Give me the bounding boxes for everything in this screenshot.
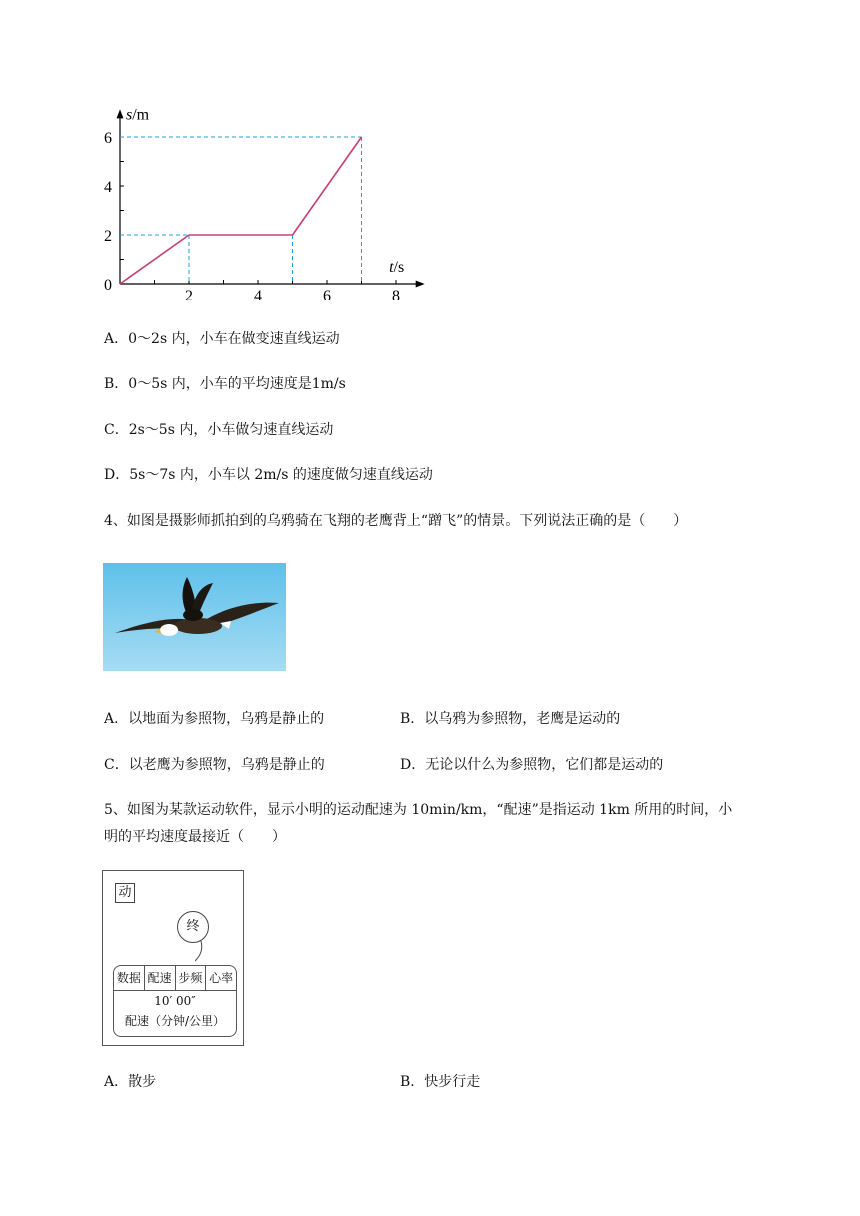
option-text: 散步 [128, 1074, 157, 1090]
end-marker: 终 [177, 911, 209, 943]
q5-stem-line-2: 明的平均速度最接近（ ） [104, 829, 286, 845]
option-letter: C． [104, 757, 129, 773]
y-axis-arrow-icon [117, 109, 124, 118]
option-letter: A． [104, 711, 129, 727]
q5-option-b [400, 1072, 480, 1092]
option-letter: D． [400, 757, 426, 773]
app-logo: 动 [115, 883, 135, 903]
option-letter: B． [104, 376, 129, 392]
option-text: 以老鹰为参照物，乌鸦是静止的 [128, 757, 325, 773]
q3-option-d [104, 465, 433, 485]
option-text: 以地面为参照物，乌鸦是静止的 [128, 711, 325, 727]
x-tick-label: 8 [392, 288, 400, 300]
option-letter: A． [104, 1074, 129, 1090]
y-tick-label: 2 [104, 228, 112, 245]
tab-pace[interactable]: 配速 [145, 966, 176, 990]
pace-value: 10′ 00″ [154, 994, 196, 1008]
option-text: 0～5s 内，小车的平均速度是1m/s [128, 376, 346, 392]
q5-option-a [104, 1072, 156, 1092]
option-text: 2s～5s 内，小车做匀速直线运动 [128, 422, 334, 438]
q4-option-c [104, 755, 325, 775]
option-text: 无论以什么为参照物，它们都是运动的 [425, 757, 664, 773]
option-text: 5s～7s 内，小车以 2m/s 的速度做匀速直线运动 [129, 467, 433, 483]
q4-option-b [400, 709, 620, 729]
option-letter: B． [400, 711, 425, 727]
tab-data[interactable]: 数据 [114, 966, 145, 990]
option-letter: B． [400, 1074, 425, 1090]
x-axis-arrow-icon [416, 281, 425, 288]
metric-tabs [114, 966, 236, 991]
q3-option-a [104, 329, 340, 349]
distance-time-graph [100, 100, 430, 300]
tab-cadence[interactable]: 步频 [176, 966, 207, 990]
x-tick-label: 4 [254, 288, 262, 300]
y-tick-label: 6 [104, 130, 112, 147]
tab-heart-rate[interactable]: 心率 [209, 971, 234, 985]
y-axis-label: s/m [126, 106, 150, 124]
origin-label: 0 [104, 277, 112, 294]
q3-option-b [104, 374, 346, 394]
option-text: 0～2s 内，小车在做变速直线运动 [128, 331, 340, 347]
q3-option-c [104, 420, 333, 440]
q4-option-a [104, 709, 324, 729]
option-text: 以乌鸦为参照物，老鹰是运动的 [424, 711, 621, 727]
option-letter: A． [104, 331, 129, 347]
q5-stem-line-1: 5、如图为某款运动软件，显示小明的运动配速为 10min/km，“配速”是指运动 1km 所用的时间，小 [104, 802, 733, 818]
bubble-tail-icon [195, 941, 209, 963]
x-axis-label: t/s [389, 259, 405, 276]
series-segment [120, 235, 189, 284]
q4-stem: 4、如图是摄影师抓拍到的乌鸦骑在飞翔的老鹰背上“蹭飞”的情景。下列说法正确的是（ ） [104, 513, 688, 529]
x-tick-label: 2 [185, 288, 193, 300]
crow-riding-eagle-photo [103, 563, 286, 671]
option-letter: C． [104, 422, 129, 438]
x-tick-label: 6 [323, 288, 331, 300]
series-segment [293, 137, 362, 235]
q4-option-d [400, 755, 663, 775]
running-app-screen [102, 870, 244, 1046]
option-text: 快步行走 [424, 1074, 481, 1090]
metrics-card [113, 965, 237, 1037]
y-tick-label: 4 [104, 179, 112, 196]
pace-unit: 配速（分钟/公里） [124, 1014, 226, 1028]
option-letter: D． [104, 467, 130, 483]
